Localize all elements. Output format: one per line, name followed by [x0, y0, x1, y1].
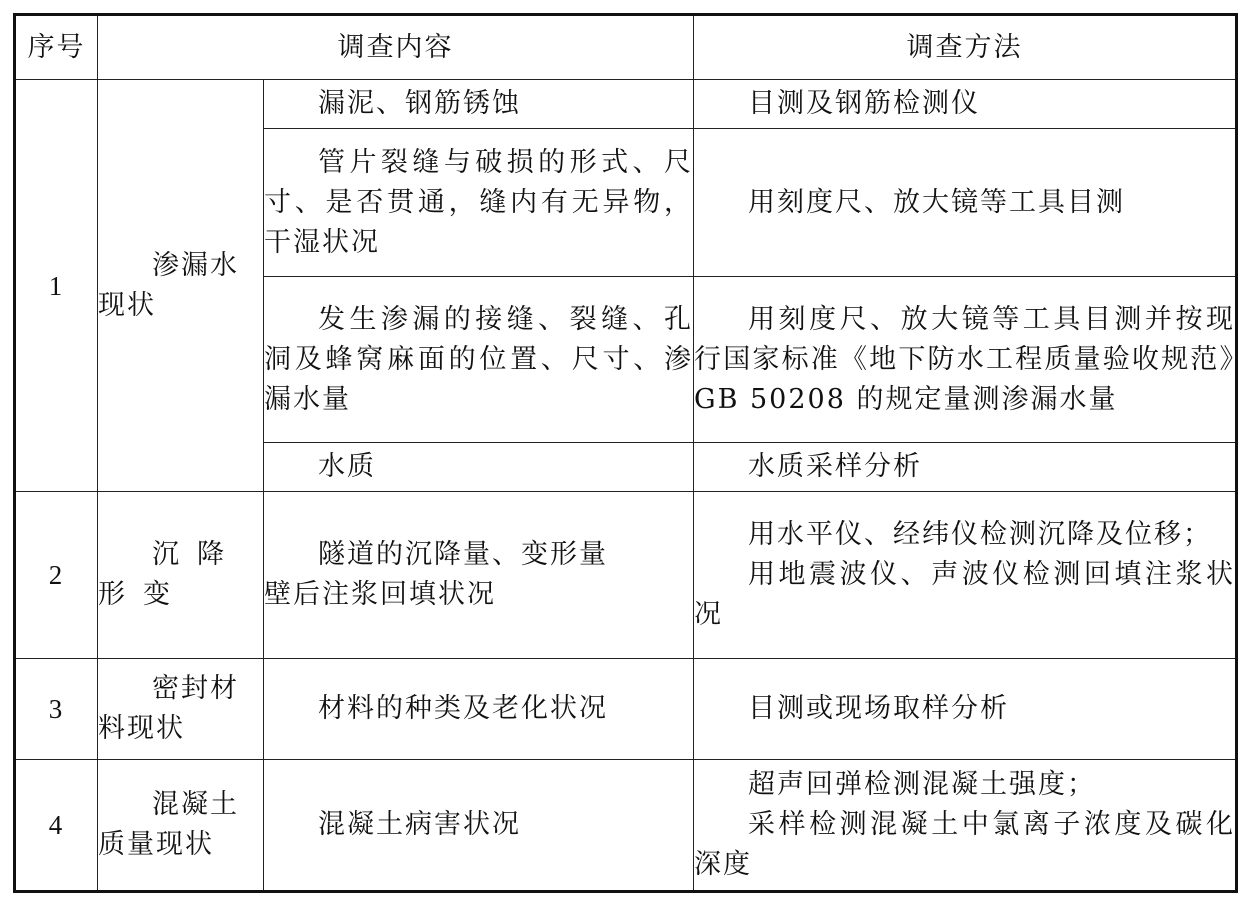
survey-method [694, 277, 1237, 443]
survey-item [264, 80, 694, 129]
survey-method [694, 492, 1237, 659]
item-text: 管片裂缝与破损的形式、尺寸、是否贯通，缝内有无异物，干湿状况 [264, 146, 693, 258]
survey-item [264, 443, 694, 492]
method-text: 目测及钢筋检测仪 [748, 88, 980, 119]
table-row [15, 80, 1237, 129]
survey-item [264, 659, 694, 760]
header-row [15, 15, 1237, 80]
survey-method [694, 659, 1237, 760]
survey-method [694, 80, 1237, 129]
table-row [15, 659, 1237, 760]
row-seq: 3 [15, 659, 98, 760]
row-seq: 1 [15, 80, 98, 492]
method-text: 采样检测混凝土中氯离子浓度及碳化深度 [694, 809, 1235, 880]
item-text: 隧道的沉降量、变形量 壁后注浆回填状况 [264, 539, 608, 610]
category-text: 渗漏水 现状 [98, 249, 239, 321]
table-row [15, 492, 1237, 659]
method-text: 超声回弹检测混凝土强度； [748, 769, 1096, 800]
header-method: 调查方法 [694, 15, 1237, 80]
row-category [98, 80, 264, 492]
survey-item [264, 492, 694, 659]
table-row [15, 760, 1237, 892]
item-text: 材料的种类及老化状况 [318, 693, 608, 724]
category-text: 混凝土 质量现状 [98, 789, 239, 860]
survey-method [694, 443, 1237, 492]
item-text: 发生渗漏的接缝、裂缝、孔洞及蜂窝麻面的位置、尺寸、渗漏水量 [264, 303, 693, 415]
method-text: 水质采样分析 [748, 451, 922, 482]
row-seq: 4 [15, 760, 98, 892]
method-text: 用地震波仪、声波仪检测回填注浆状况 [694, 559, 1235, 630]
survey-table [13, 13, 1238, 893]
survey-method [694, 129, 1237, 277]
row-category [98, 659, 264, 760]
survey-item [264, 129, 694, 277]
survey-item [264, 277, 694, 443]
item-text: 漏泥、钢筋锈蚀 [318, 88, 521, 119]
header-seq: 序号 [15, 15, 98, 80]
method-text: 目测或现场取样分析 [748, 693, 1009, 724]
item-text: 水质 [318, 451, 376, 482]
header-content: 调查内容 [98, 15, 694, 80]
category-text: 沉降 形变 [98, 539, 242, 610]
method-text: 用水平仪、经纬仪检测沉降及位移； [748, 519, 1212, 550]
item-text: 混凝土病害状况 [318, 809, 521, 840]
survey-method [694, 760, 1237, 892]
survey-item [264, 760, 694, 892]
method-text: 用刻度尺、放大镜等工具目测 [748, 186, 1125, 218]
row-seq: 2 [15, 492, 98, 659]
method-text: 用刻度尺、放大镜等工具目测并按现行国家标准《地下防水工程质量验收规范》GB 50208 的规定量测渗漏水量 [694, 303, 1235, 415]
row-category [98, 492, 264, 659]
row-category [98, 760, 264, 892]
category-text: 密封材 料现状 [98, 673, 239, 744]
